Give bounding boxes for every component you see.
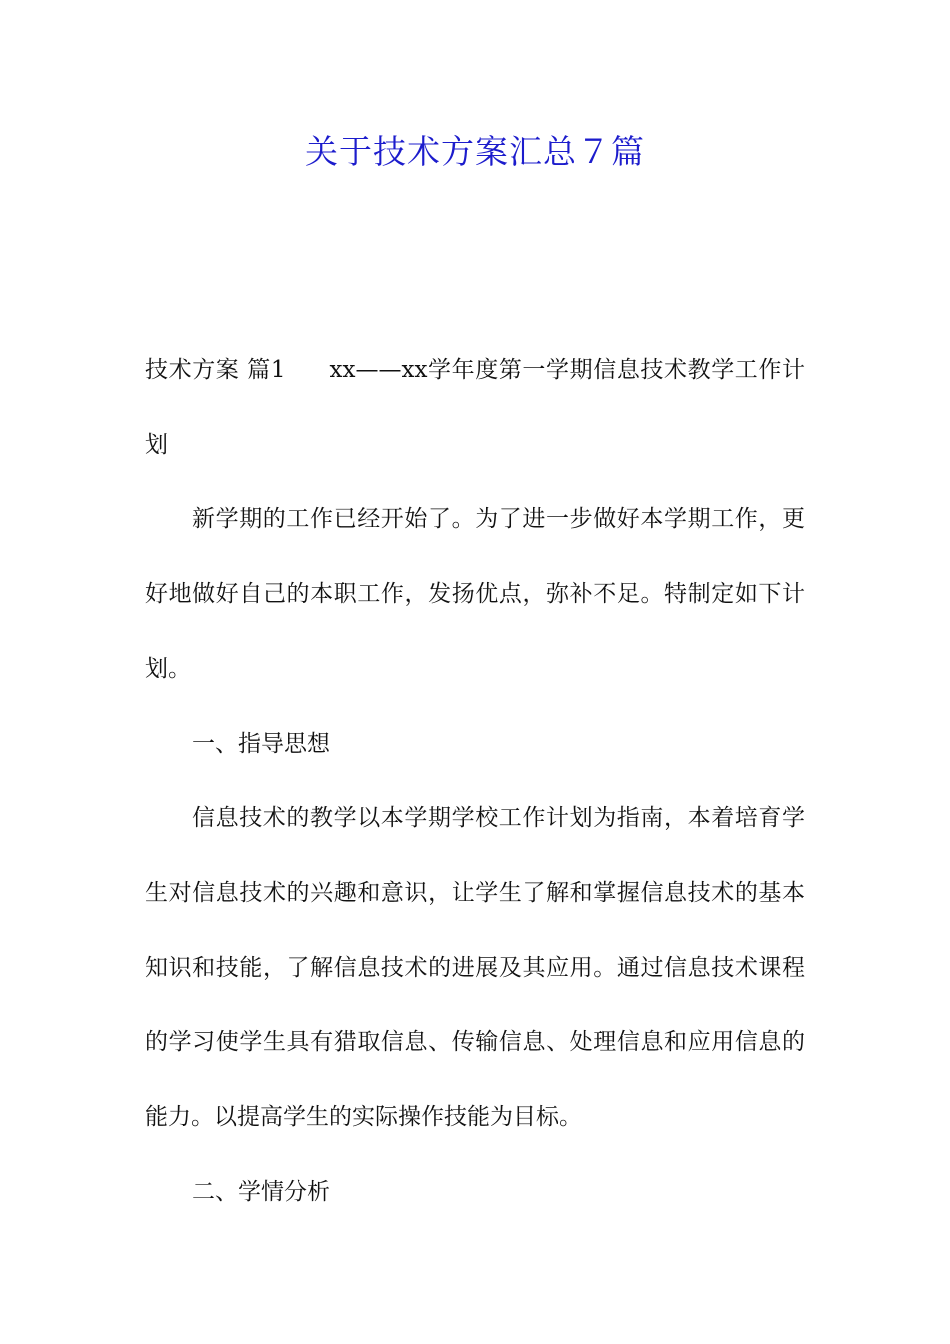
guiding-ideology-paragraph: 信息技术的教学以本学期学校工作计划为指南，本着培育学生对信息技术的兴趣和意识，让学生了解和掌握信息技术的基本知识和技能，了解信息技术的进展及其应用。通过信息技术课程的学习使学生具有猎取信息、传输信息、处理信息和应用信息的能力。以提高学生的实际操作技能为目标。 xyxy=(145,805,805,1131)
document-title: 关于技术方案汇总７篇 xyxy=(305,132,645,171)
document-body xyxy=(145,333,805,1229)
plan-title-text: xx——xx学年度第一学期信息技术教学工作计划 xyxy=(145,357,805,458)
heading-guiding-ideology: 一、指导思想 xyxy=(192,730,330,757)
heading-student-analysis: 二、学情分析 xyxy=(192,1178,330,1205)
section-heading-paragraph xyxy=(145,333,805,482)
section-lead-label: 技术方案 篇1 xyxy=(145,357,286,383)
intro-paragraph: 新学期的工作已经开始了。为了进一步做好本学期工作，更好地做好自己的本职工作，发扬优点，弥补不足。特制定如下计划。 xyxy=(145,506,805,682)
